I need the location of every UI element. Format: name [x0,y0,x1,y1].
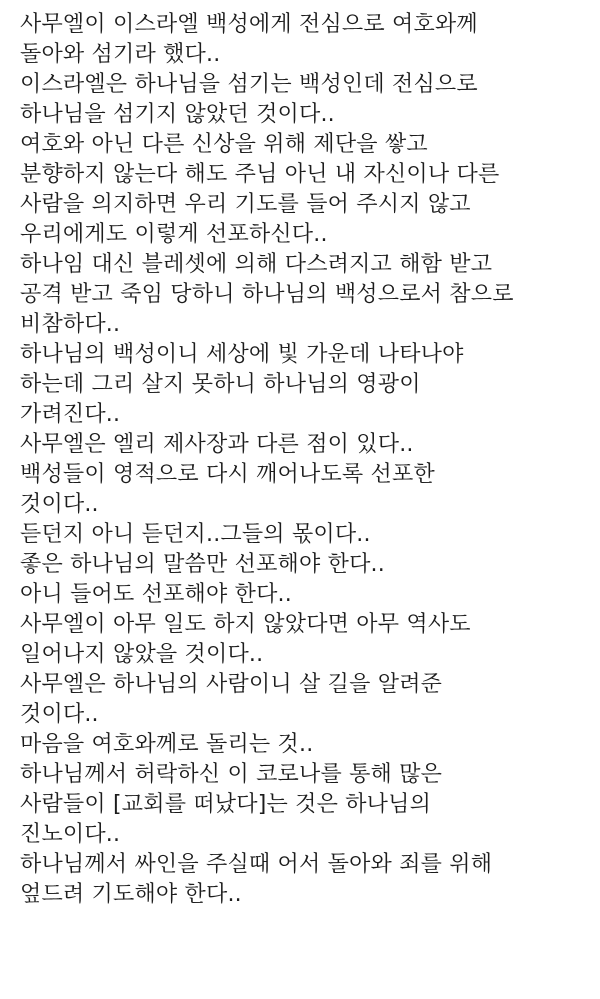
note-line: 여호와 아닌 다른 신상을 위해 제단을 쌓고 [20,132,428,157]
note-text-block [20,10,590,910]
note-line: 것이다.. [20,492,99,517]
note-line: 우리에게도 이렇게 선포하신다.. [20,222,328,247]
note-line: 마음을 여호와께로 돌리는 것.. [20,732,314,757]
note-line: 사무엘이 아무 일도 하지 않았다면 아무 역사도 [20,612,471,637]
note-line: 진노이다.. [20,822,121,847]
note-line: 이스라엘은 하나님을 섬기는 백성인데 전심으로 [20,72,478,97]
note-line: 아니 들어도 선포해야 한다.. [20,582,292,607]
note-line: 가려진다.. [20,402,121,427]
note-line: 하나임 대신 블레셋에 의해 다스려지고 해함 받고 [20,252,493,277]
note-line: 하나님께서 싸인을 주실때 어서 돌아와 죄를 위해 [20,852,493,877]
note-line: 사무엘은 하나님의 사람이니 살 길을 알려준 [20,672,443,697]
note-line: 사람들이 [교회를 떠났다]는 것은 하나님의 [20,792,432,817]
note-line: 사무엘이 이스라엘 백성에게 전심으로 여호와께 [20,12,478,37]
note-line: 하나님을 섬기지 않았던 것이다.. [20,102,335,127]
note-line: 백성들이 영적으로 다시 깨어나도록 선포한 [20,462,435,487]
note-line: 일어나지 않았을 것이다.. [20,642,264,667]
note-line: 하나님께서 허락하신 이 코로나를 통해 많은 [20,762,443,787]
note-line: 듣던지 아니 듣던지..그들의 몫이다.. [20,522,371,547]
note-line: 사람을 의지하면 우리 기도를 들어 주시지 않고 [20,192,471,217]
note-line: 공격 받고 죽임 당하니 하나님의 백성으로서 참으로 [20,282,514,307]
note-line: 사무엘은 엘리 제사장과 다른 점이 있다.. [20,432,414,457]
note-line: 하는데 그리 살지 못하니 하나님의 영광이 [20,372,421,397]
note-line: 분향하지 않는다 해도 주님 아닌 내 자신이나 다른 [20,162,500,187]
note-line: 엎드려 기도해야 한다.. [20,882,242,907]
note-line: 좋은 하나님의 말씀만 선포해야 한다.. [20,552,385,577]
note-line: 비참하다.. [20,312,121,337]
note-line: 하나님의 백성이니 세상에 빛 가운데 나타나야 [20,342,464,367]
note-line: 것이다.. [20,702,99,727]
note-line: 돌아와 섬기라 했다.. [20,42,221,67]
